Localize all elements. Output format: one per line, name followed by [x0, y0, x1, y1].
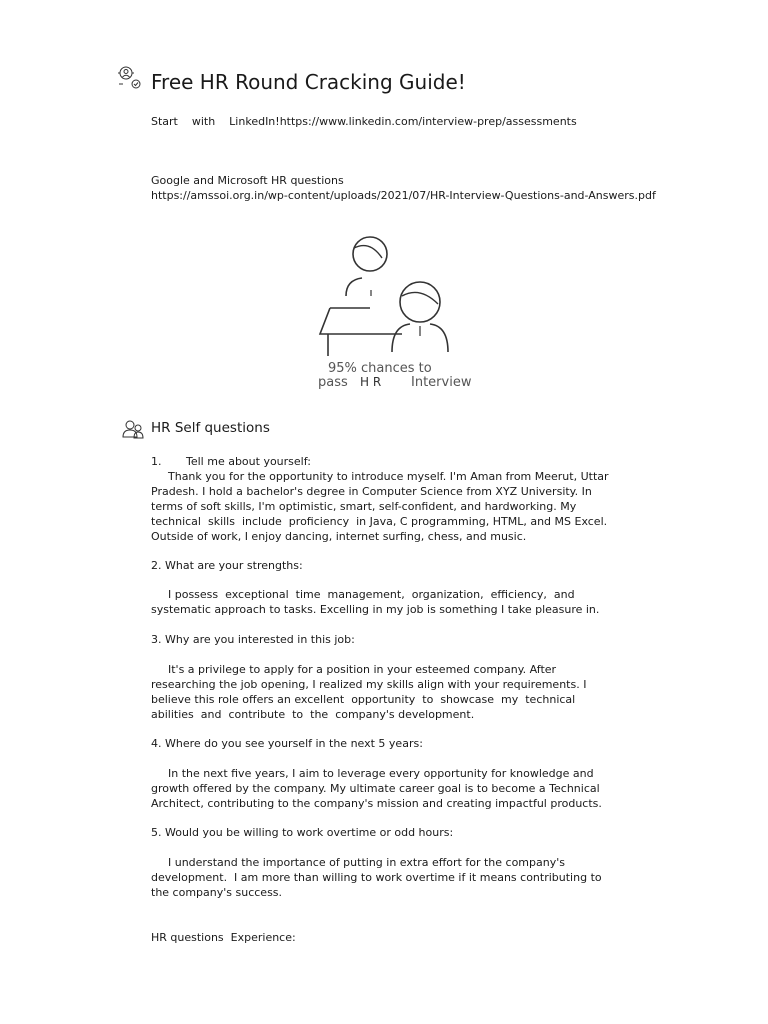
- q2-question: 2. What are your strengths:: [151, 559, 303, 572]
- q5-answer-line: the company's success.: [151, 886, 283, 899]
- illustration-pass: pass: [318, 375, 348, 390]
- q3-answer-line: It's a privilege to apply for a position in your esteemed company. After: [168, 663, 557, 676]
- illustration-line1: 95% chances to: [328, 361, 432, 376]
- q3-answer-line: abilities and contribute to the company's development.: [151, 708, 475, 721]
- q1-answer-line: Pradesh. I hold a bachelor's degree in Computer Science from XYZ University. In: [151, 485, 592, 498]
- people-icon: [121, 418, 145, 440]
- google-link[interactable]: https://amssoi.org.in/wp-content/uploads/2021/07/HR-Interview-Questions-and-Answers.pdf: [151, 189, 656, 202]
- q5-answer-line: I understand the importance of putting in extra effort for the company's: [168, 856, 565, 869]
- q1-answer-line: terms of soft skills, I'm optimistic, smart, self-confident, and hardworking. My: [151, 500, 577, 513]
- illustration-hr: H R: [360, 375, 382, 389]
- q4-answer-line: In the next five years, I aim to leverage every opportunity for knowledge and: [168, 767, 594, 780]
- q5-answer-line: development. I am more than willing to work overtime if it means contributing to: [151, 871, 602, 884]
- q1-answer-line: Outside of work, I enjoy dancing, internet surfing, chess, and music.: [151, 530, 527, 543]
- q1-number: 1.: [151, 455, 162, 468]
- interview-illustration: [310, 228, 490, 394]
- q3-answer-line: researching the job opening, I realized my skills align with your requirements. I: [151, 678, 587, 691]
- q4-answer-line: Architect, contributing to the company's mission and creating impactful products.: [151, 797, 602, 810]
- q3-question: 3. Why are you interested in this job:: [151, 633, 355, 646]
- q1-answer-line: Thank you for the opportunity to introduce myself. I'm Aman from Meerut, Uttar: [168, 470, 609, 483]
- desk: [320, 308, 402, 334]
- self-questions-heading: HR Self questions: [151, 420, 270, 436]
- q2-answer-line: systematic approach to tasks. Excelling in my job is something I take pleasure in.: [151, 603, 600, 616]
- experience-heading: HR questions Experience:: [151, 931, 296, 944]
- interview-icon: [116, 64, 144, 90]
- q4-question: 4. Where do you see yourself in the next 5 years:: [151, 737, 423, 750]
- illustration-interview: Interview: [411, 375, 472, 390]
- linkedin-line[interactable]: Start with LinkedIn!https://www.linkedin.com/interview-prep/assessments: [151, 115, 577, 128]
- q1-answer-line: technical skills include proficiency in Java, C programming, HTML, and MS Excel.: [151, 515, 608, 528]
- q3-answer-line: believe this role offers an excellent opportunity to showcase my technical: [151, 693, 576, 706]
- google-heading: Google and Microsoft HR questions: [151, 174, 344, 187]
- q2-answer-line: I possess exceptional time management, organization, efficiency, and: [168, 588, 575, 601]
- q1-question: Tell me about yourself:: [186, 455, 311, 468]
- q4-answer-line: growth offered by the company. My ultimate career goal is to become a Technical: [151, 782, 600, 795]
- candidate-head: [400, 282, 440, 322]
- q5-question: 5. Would you be willing to work overtime or odd hours:: [151, 826, 454, 839]
- page-title: Free HR Round Cracking Guide!: [151, 70, 466, 94]
- interviewer-head: [353, 237, 387, 271]
